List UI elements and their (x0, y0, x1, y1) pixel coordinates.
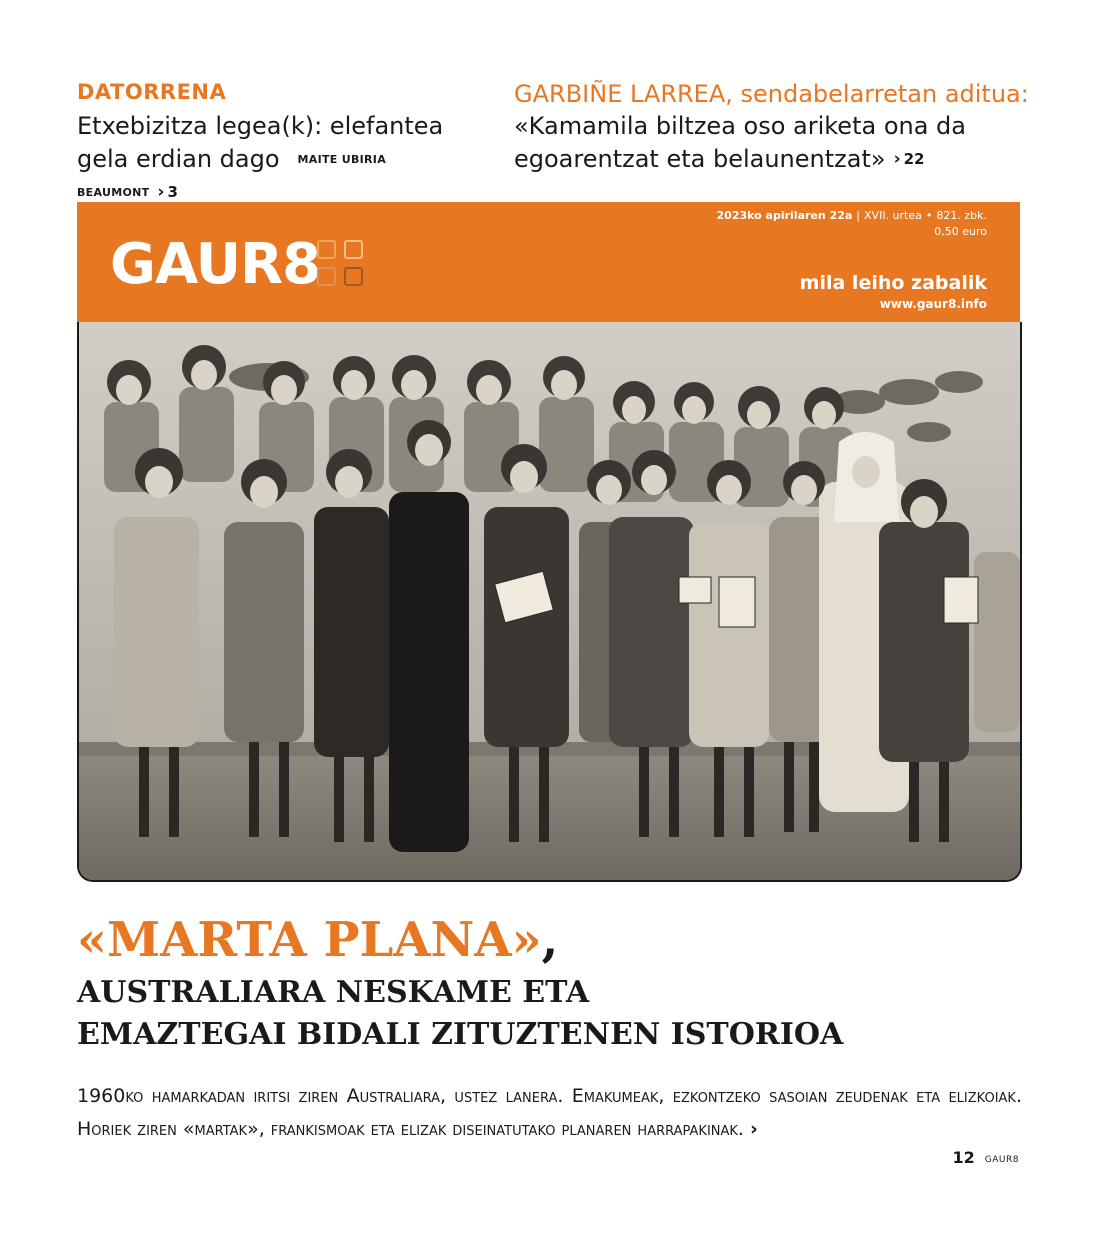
issue-price: 0,50 euro (934, 225, 987, 238)
masthead-website-link[interactable]: www.gaur8.info (879, 297, 987, 311)
logo-square-3 (317, 267, 336, 286)
teaser-right[interactable] (514, 80, 1034, 176)
teaser-left-author: MAITE UBIRIA BEAUMONT (77, 153, 387, 199)
issue-number: 821. zbk. (936, 209, 987, 222)
issue-date: 2023ko apirilaren 22a (716, 209, 853, 222)
chevron-right-icon: › (893, 149, 901, 169)
logo-square-4 (344, 267, 363, 286)
headline-sub (77, 972, 843, 1056)
headline-main-text: «MARTA PLANA» (77, 912, 542, 968)
teaser-right-title-line1: «Kamamila biltzea oso ariketa ona da (514, 112, 966, 140)
teaser-left-title (77, 110, 487, 209)
teaser-right-kicker: GARBIÑE LARREA, sendabelarretan aditua: (514, 80, 1029, 108)
cover-photo (77, 322, 1022, 882)
folio (953, 1148, 1019, 1167)
issue-volume: XVII. urtea (864, 209, 922, 222)
group-photo-illustration (79, 322, 1020, 880)
headline-main (77, 912, 558, 968)
folio-brand: GAUR8 (984, 1155, 1019, 1165)
teaser-right-page-ref[interactable] (894, 150, 925, 168)
teaser-left-title-line1: Etxebizitza legea(k): elefantea (77, 112, 444, 140)
headline-sub-line2: EMAZTEGAI BIDALI ZITUZTENEN ISTORIOA (77, 1017, 844, 1052)
masthead-slogan: mila leiho zabalik (799, 272, 987, 294)
teaser-left-page-ref[interactable] (157, 183, 177, 201)
logo-square-1 (317, 240, 336, 259)
masthead-logo[interactable]: GAUR8 (110, 232, 321, 297)
logo-squares-icon (317, 240, 371, 292)
teaser-left-title-line2-row (77, 143, 487, 209)
chevron-right-icon: › (157, 182, 165, 202)
issue-info-line1: 2023ko apirilaren 22a | XVII. urtea • 821. zbk. (716, 209, 987, 222)
teaser-right-title-line2: egoarentzat eta belaunentzat» (514, 145, 886, 173)
teaser-right-page-number: 22 (903, 150, 925, 168)
teaser-left-page-number: 3 (167, 183, 178, 201)
teaser-right-title (514, 110, 1034, 176)
teaser-right-title-line2-row (514, 143, 1034, 176)
lede-paragraph (77, 1080, 1022, 1146)
headline-sub-line1: AUSTRALIARA NESKAME ETA (77, 975, 590, 1010)
teaser-left[interactable] (77, 80, 487, 209)
logo-square-2 (344, 240, 363, 259)
folio-page-number: 12 (952, 1148, 975, 1167)
masthead (77, 202, 1020, 322)
teaser-left-title-line2: gela erdian dago (77, 145, 280, 173)
headline-comma: , (541, 912, 559, 968)
teaser-left-kicker: DATORRENA (77, 80, 227, 104)
chevron-right-icon[interactable]: › (749, 1118, 758, 1140)
issue-info (717, 208, 987, 240)
lede-text: 1960ko hamarkadan iritsi ziren Australiara, ustez lanera. Emakumeak, ezkontzeko sasoian zeudenak eta elizkoiak. Horiek ziren «martak», frankismoak eta elizak diseinatutako planaren harrapakinak. (77, 1085, 1022, 1140)
